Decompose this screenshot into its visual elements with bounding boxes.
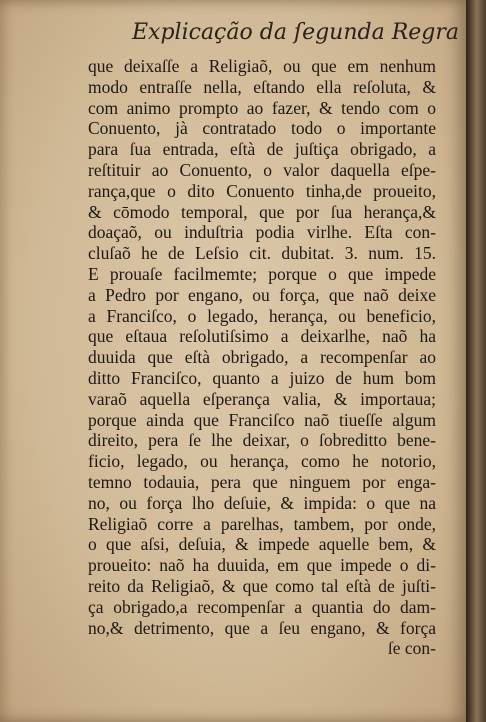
text-line: reito da Religiaõ, & que como tal eſtà de juſti- <box>88 575 436 596</box>
text-line: porque ainda que Franciſco naõ tiueſſe algum <box>88 409 436 430</box>
text-line: Religiaõ corre a parelhas, tambem, por onde, <box>88 513 436 534</box>
catchword: ſe con- <box>387 638 436 659</box>
text-line: a Franciſco, o legado, herança, ou beneficio, <box>88 305 436 326</box>
text-line: cluſaõ he de Leſsio cit. dubitat. 3. num. 15. <box>88 243 436 264</box>
text-line: & cōmodo temporal, que por ſua herança,& <box>88 201 436 222</box>
text-line: direito, pera ſe lhe deixar, o ſobreditto bene- <box>88 430 436 451</box>
text-line: duuida que eſtà obrigado, a recompenſar ao <box>88 347 436 368</box>
text-line: temno todauia, pera que ninguem por enga- <box>88 471 436 492</box>
text-line: Conuento, jà contratado todo o importante <box>88 118 436 139</box>
text-line: que eſtaua reſolutiſsimo a deixarlhe, naõ ha <box>88 326 436 347</box>
text-line: E prouaſe facilmemte; porque o que impede <box>88 263 436 284</box>
running-header: Explicação da ſegunda Regra <box>132 20 460 45</box>
text-line: modo entraſſe nella, eſtando ella reſoluta, & <box>88 76 436 97</box>
text-line: o que aſsi, deſuia, & impede aquelle bem, & <box>88 534 436 555</box>
text-line: rança,que o dito Conuento tinha,de proueito, <box>88 180 436 201</box>
text-line: para ſua entrada, eſtà de juſtiça obrigado, a <box>88 139 436 160</box>
text-line: ditto Franciſco, quanto a juizo de hum bom <box>88 367 436 388</box>
text-line: no,& detrimento, que a ſeu engano, & força <box>88 617 436 638</box>
text-line: ficio, legado, ou herança, como he notorio, <box>88 451 436 472</box>
text-line: no, ou força lho deſuie, & impida: o que na <box>88 492 436 513</box>
text-line: varaõ aquella eſperança valia, & importaua; <box>88 388 436 409</box>
text-line: reſtituir ao Conuento, o valor daquella eſpe- <box>88 159 436 180</box>
page-edge <box>466 0 486 722</box>
text-line: com animo prompto ao fazer, & tendo com o <box>88 97 436 118</box>
body-text <box>88 56 436 659</box>
text-line: proueito: naõ ha duuida, em que impede o di- <box>88 555 436 576</box>
text-line: ça obrigado,a recompenſar a quantia do dam- <box>88 596 436 617</box>
text-line: a Pedro por engano, ou força, que naõ deixe <box>88 284 436 305</box>
text-line: que deixaſſe a Religiaõ, ou que em nenhum <box>88 56 436 76</box>
text-line: doaçaõ, ou induſtria podia virlhe. Eſta con- <box>88 222 436 243</box>
